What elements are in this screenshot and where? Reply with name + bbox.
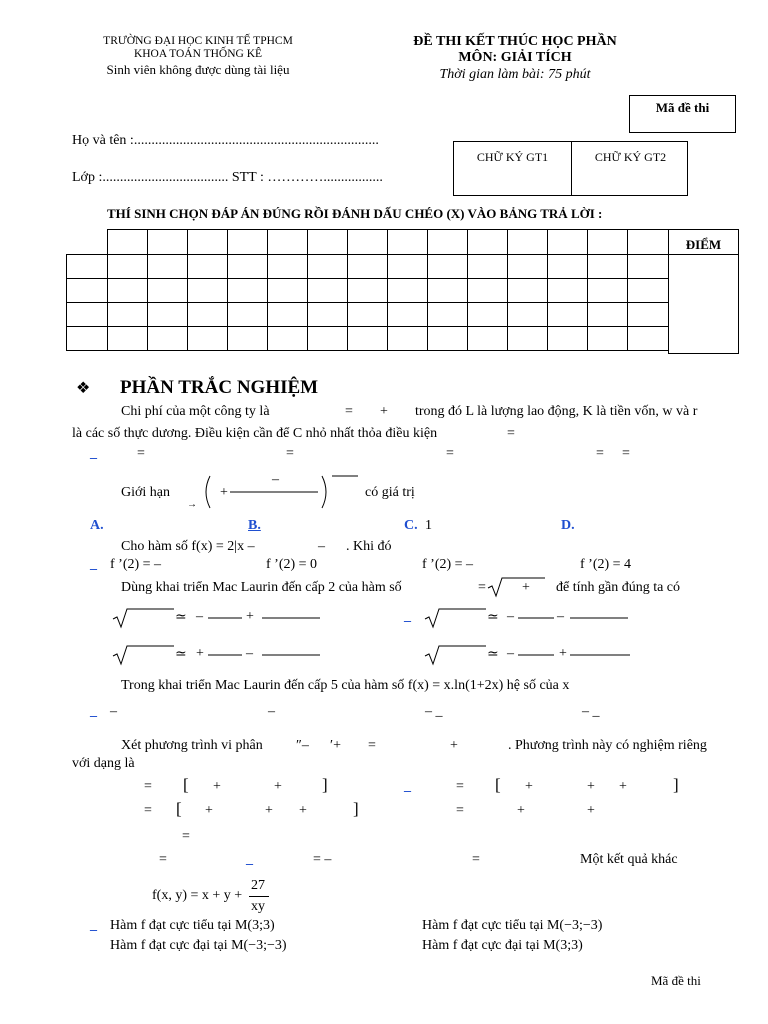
q4-opt-d-approx: ≃ bbox=[487, 647, 499, 662]
q6-opt-a-eq: = bbox=[144, 779, 152, 794]
q4-opt-b-s1: – bbox=[507, 609, 514, 624]
q4-opt-a-s2: + bbox=[246, 609, 254, 624]
q7-answer-marker: _ bbox=[246, 852, 253, 867]
exam-code-label: Mã đề thi bbox=[655, 100, 710, 115]
q5-opt-b: – bbox=[268, 704, 275, 719]
q6-opt-a-rb: ] bbox=[322, 775, 328, 794]
student-class-field[interactable]: Lớp :.................................... STT : …………................. bbox=[72, 170, 383, 185]
q4-opt-a-expression bbox=[112, 607, 327, 629]
q6-opt-a-p2: + bbox=[274, 779, 282, 794]
q8-fraction-bar bbox=[249, 896, 269, 897]
exam-code-box bbox=[629, 95, 736, 133]
subject-title: MÔN: GIẢI TÍCH bbox=[458, 50, 572, 65]
q1-opt-b: = bbox=[286, 446, 294, 461]
q3-tail: . Khi đó bbox=[346, 539, 392, 554]
q7-opt-d: Một kết quả khác bbox=[580, 852, 678, 867]
q4-opt-c-s2: – bbox=[246, 646, 253, 661]
q3-opt-c: f ’(2) = – bbox=[422, 557, 474, 572]
faculty-name: KHOA TOÁN THỐNG KÊ bbox=[133, 48, 263, 60]
q4-opt-d-s1: – bbox=[507, 646, 514, 661]
answer-cell[interactable] bbox=[388, 230, 428, 255]
answer-cell[interactable] bbox=[148, 230, 188, 255]
q5-opt-c: – _ bbox=[425, 704, 443, 719]
q4-opt-d-expression bbox=[424, 644, 639, 666]
q5-opt-a: – bbox=[110, 704, 117, 719]
q1-plus: + bbox=[380, 404, 388, 419]
q6-opt-b-eq: = bbox=[456, 779, 464, 794]
q6-opt-c-lb: [ bbox=[176, 799, 182, 818]
q1-eq: = bbox=[345, 404, 353, 419]
q4-opt-b-s2: – bbox=[557, 609, 564, 624]
q4-opt-a-s1: – bbox=[196, 609, 203, 624]
section-title: PHẦN TRẮC NGHIỆM bbox=[120, 377, 319, 398]
answer-cell[interactable] bbox=[188, 230, 228, 255]
q1-opt-c: = bbox=[446, 446, 454, 461]
q2-opt-c-value: 1 bbox=[425, 518, 432, 533]
answer-cell[interactable] bbox=[628, 230, 669, 255]
q6-opt-b-lb: [ bbox=[495, 775, 501, 794]
q6-op4: + bbox=[450, 738, 458, 753]
q6-opt-d-eq: = bbox=[456, 803, 464, 818]
q4-answer-marker: _ bbox=[404, 609, 411, 624]
q1-opt-d2: = bbox=[622, 446, 630, 461]
exam-time: Thời gian làm bài: 75 phút bbox=[439, 67, 591, 82]
q2-text: Giới hạn bbox=[121, 485, 171, 500]
q6-opt-d-p2: + bbox=[587, 803, 595, 818]
school-name: TRƯỜNG ĐẠI HỌC KINH TẾ TPHCM bbox=[103, 35, 293, 47]
q2-arrow-icon: → bbox=[187, 499, 197, 510]
q8-fraction-den: xy bbox=[251, 899, 265, 914]
q1-opt-d1: = bbox=[596, 446, 604, 461]
q6-opt-c-p2: + bbox=[265, 803, 273, 818]
answer-cell[interactable] bbox=[508, 230, 548, 255]
exam-note: Sinh viên không được dùng tài liệu bbox=[106, 62, 290, 77]
q7-opt-b: = – bbox=[313, 852, 332, 867]
q4-opt-b-expression bbox=[424, 607, 639, 629]
q7-opt-a: = bbox=[159, 852, 167, 867]
q1-text: Chi phí của một công ty là bbox=[121, 404, 270, 419]
q2-opt-b: B. bbox=[248, 518, 261, 533]
q4-tail: để tính gần đúng ta có bbox=[556, 580, 681, 595]
q6-opt-b-p1: + bbox=[525, 779, 533, 794]
score-label: ĐIỂM bbox=[685, 237, 722, 252]
answer-cell[interactable] bbox=[308, 230, 348, 255]
q6-opt-a-p1: + bbox=[213, 779, 221, 794]
q3-opt-d: f ’(2) = 4 bbox=[580, 557, 632, 572]
q2-minus: – bbox=[272, 472, 279, 487]
exam-title: ĐỀ THI KẾT THÚC HỌC PHẦN bbox=[413, 34, 617, 49]
q8-opt-c: Hàm f đạt cực đại tại M(−3;−3) bbox=[110, 938, 287, 953]
q7-stem-eq: = bbox=[182, 829, 190, 844]
student-name-field[interactable]: Họ và tên :...................................................................... bbox=[72, 133, 379, 148]
q6-opt-a-lb: [ bbox=[183, 775, 189, 794]
q6-opt-c-eq: = bbox=[144, 803, 152, 818]
q8-opt-a: Hàm f đạt cực tiểu tại M(3;3) bbox=[110, 918, 275, 933]
q5-opt-d: – _ bbox=[582, 704, 600, 719]
q4-opt-a-approx: ≃ bbox=[175, 610, 187, 625]
q6-op2: ′+ bbox=[330, 738, 341, 753]
q6-opt-d-p1: + bbox=[517, 803, 525, 818]
signature-gt1-label: CHỮ KÝ GT1 bbox=[476, 150, 549, 164]
q2-opt-d: D. bbox=[561, 518, 575, 533]
q8-function: f(x, y) = x + y + bbox=[152, 888, 243, 903]
q6-opt-c-p3: + bbox=[299, 803, 307, 818]
footer-exam-code: Mã đề thi bbox=[651, 973, 701, 988]
q4-text: Dùng khai triển Mac Laurin đến cấp 2 của hàm số bbox=[121, 580, 402, 595]
q5-text: Trong khai triển Mac Laurin đến cấp 5 của hàm số f(x) = x.ln(1+2x) hệ số của x bbox=[121, 678, 570, 693]
answer-cell[interactable] bbox=[548, 230, 588, 255]
q6-op1: ″– bbox=[296, 738, 309, 753]
answer-cell[interactable] bbox=[108, 230, 148, 255]
q6-opt-b-p2: + bbox=[587, 779, 595, 794]
answer-cell[interactable] bbox=[268, 230, 308, 255]
answer-cell[interactable] bbox=[588, 230, 628, 255]
q2-suffix: có giá trị bbox=[365, 485, 415, 500]
answer-cell[interactable] bbox=[228, 230, 268, 255]
q7-opt-c: = bbox=[472, 852, 480, 867]
q6-opt-b-p3: + bbox=[619, 779, 627, 794]
answer-grid-top bbox=[107, 229, 669, 255]
answer-cell[interactable] bbox=[468, 230, 508, 255]
q4-opt-c-approx: ≃ bbox=[175, 647, 187, 662]
q3-opt-a: f ’(2) = – bbox=[110, 557, 162, 572]
q6-opt-c-p1: + bbox=[205, 803, 213, 818]
q6-text-line2: với dạng là bbox=[72, 756, 135, 771]
q5-answer-marker: _ bbox=[90, 704, 97, 719]
q3-answer-marker: _ bbox=[90, 557, 97, 572]
q6-text-tail: . Phương trình này có nghiệm riêng bbox=[508, 738, 707, 753]
section-bullet-icon: ❖ bbox=[76, 380, 91, 397]
q6-op3: = bbox=[368, 738, 376, 753]
answer-cell[interactable] bbox=[348, 230, 388, 255]
q4-opt-c-expression bbox=[112, 644, 327, 666]
answer-cell[interactable] bbox=[428, 230, 468, 255]
q3-dash: – bbox=[318, 539, 325, 554]
score-box bbox=[668, 229, 739, 354]
q4-opt-c-s1: + bbox=[196, 646, 204, 661]
q6-answer-marker: _ bbox=[404, 779, 411, 794]
q2-plus: + bbox=[220, 485, 228, 500]
q1-text-tail: trong đó L là lượng lao động, K là tiền vốn, w và r bbox=[415, 404, 698, 419]
q8-opt-d: Hàm f đạt cực đại tại M(3;3) bbox=[422, 938, 583, 953]
q1-answer-marker: _ bbox=[90, 446, 97, 461]
q4-sqrt-icon bbox=[487, 576, 547, 598]
q6-opt-b-rb: ] bbox=[673, 775, 679, 794]
q1-opt-a: = bbox=[137, 446, 145, 461]
q4-opt-b-approx: ≃ bbox=[487, 610, 499, 625]
q8-fraction-num: 27 bbox=[251, 878, 265, 893]
q3-opt-b: f ’(2) = 0 bbox=[266, 557, 318, 572]
q6-text: Xét phương trình vi phân bbox=[121, 738, 263, 753]
q8-answer-marker: _ bbox=[90, 918, 97, 933]
signature-gt2-label: CHỮ KÝ GT2 bbox=[594, 150, 667, 164]
q4-eq: = bbox=[478, 580, 486, 595]
answer-instruction: THÍ SINH CHỌN ĐÁP ÁN ĐÚNG RỒI ĐÁNH DẤU CHÉO (X) VÀO BẢNG TRẢ LỜI : bbox=[107, 206, 603, 221]
q6-opt-c-rb: ] bbox=[353, 799, 359, 818]
q3-text: Cho hàm số f(x) = 2|x – bbox=[121, 539, 255, 554]
answer-grid bbox=[66, 254, 669, 351]
q4-opt-d-s2: + bbox=[559, 646, 567, 661]
q4-plus: + bbox=[522, 580, 530, 595]
signature-box bbox=[453, 141, 688, 196]
q8-opt-b: Hàm f đạt cực tiểu tại M(−3;−3) bbox=[422, 918, 603, 933]
q2-opt-c: C. bbox=[404, 518, 418, 533]
q1-text-line2: là các số thực dương. Điều kiện cần để C nhỏ nhất thỏa điều kiện bbox=[72, 426, 438, 441]
q2-opt-a: A. bbox=[90, 518, 104, 533]
q1-cond-eq: = bbox=[507, 426, 515, 441]
